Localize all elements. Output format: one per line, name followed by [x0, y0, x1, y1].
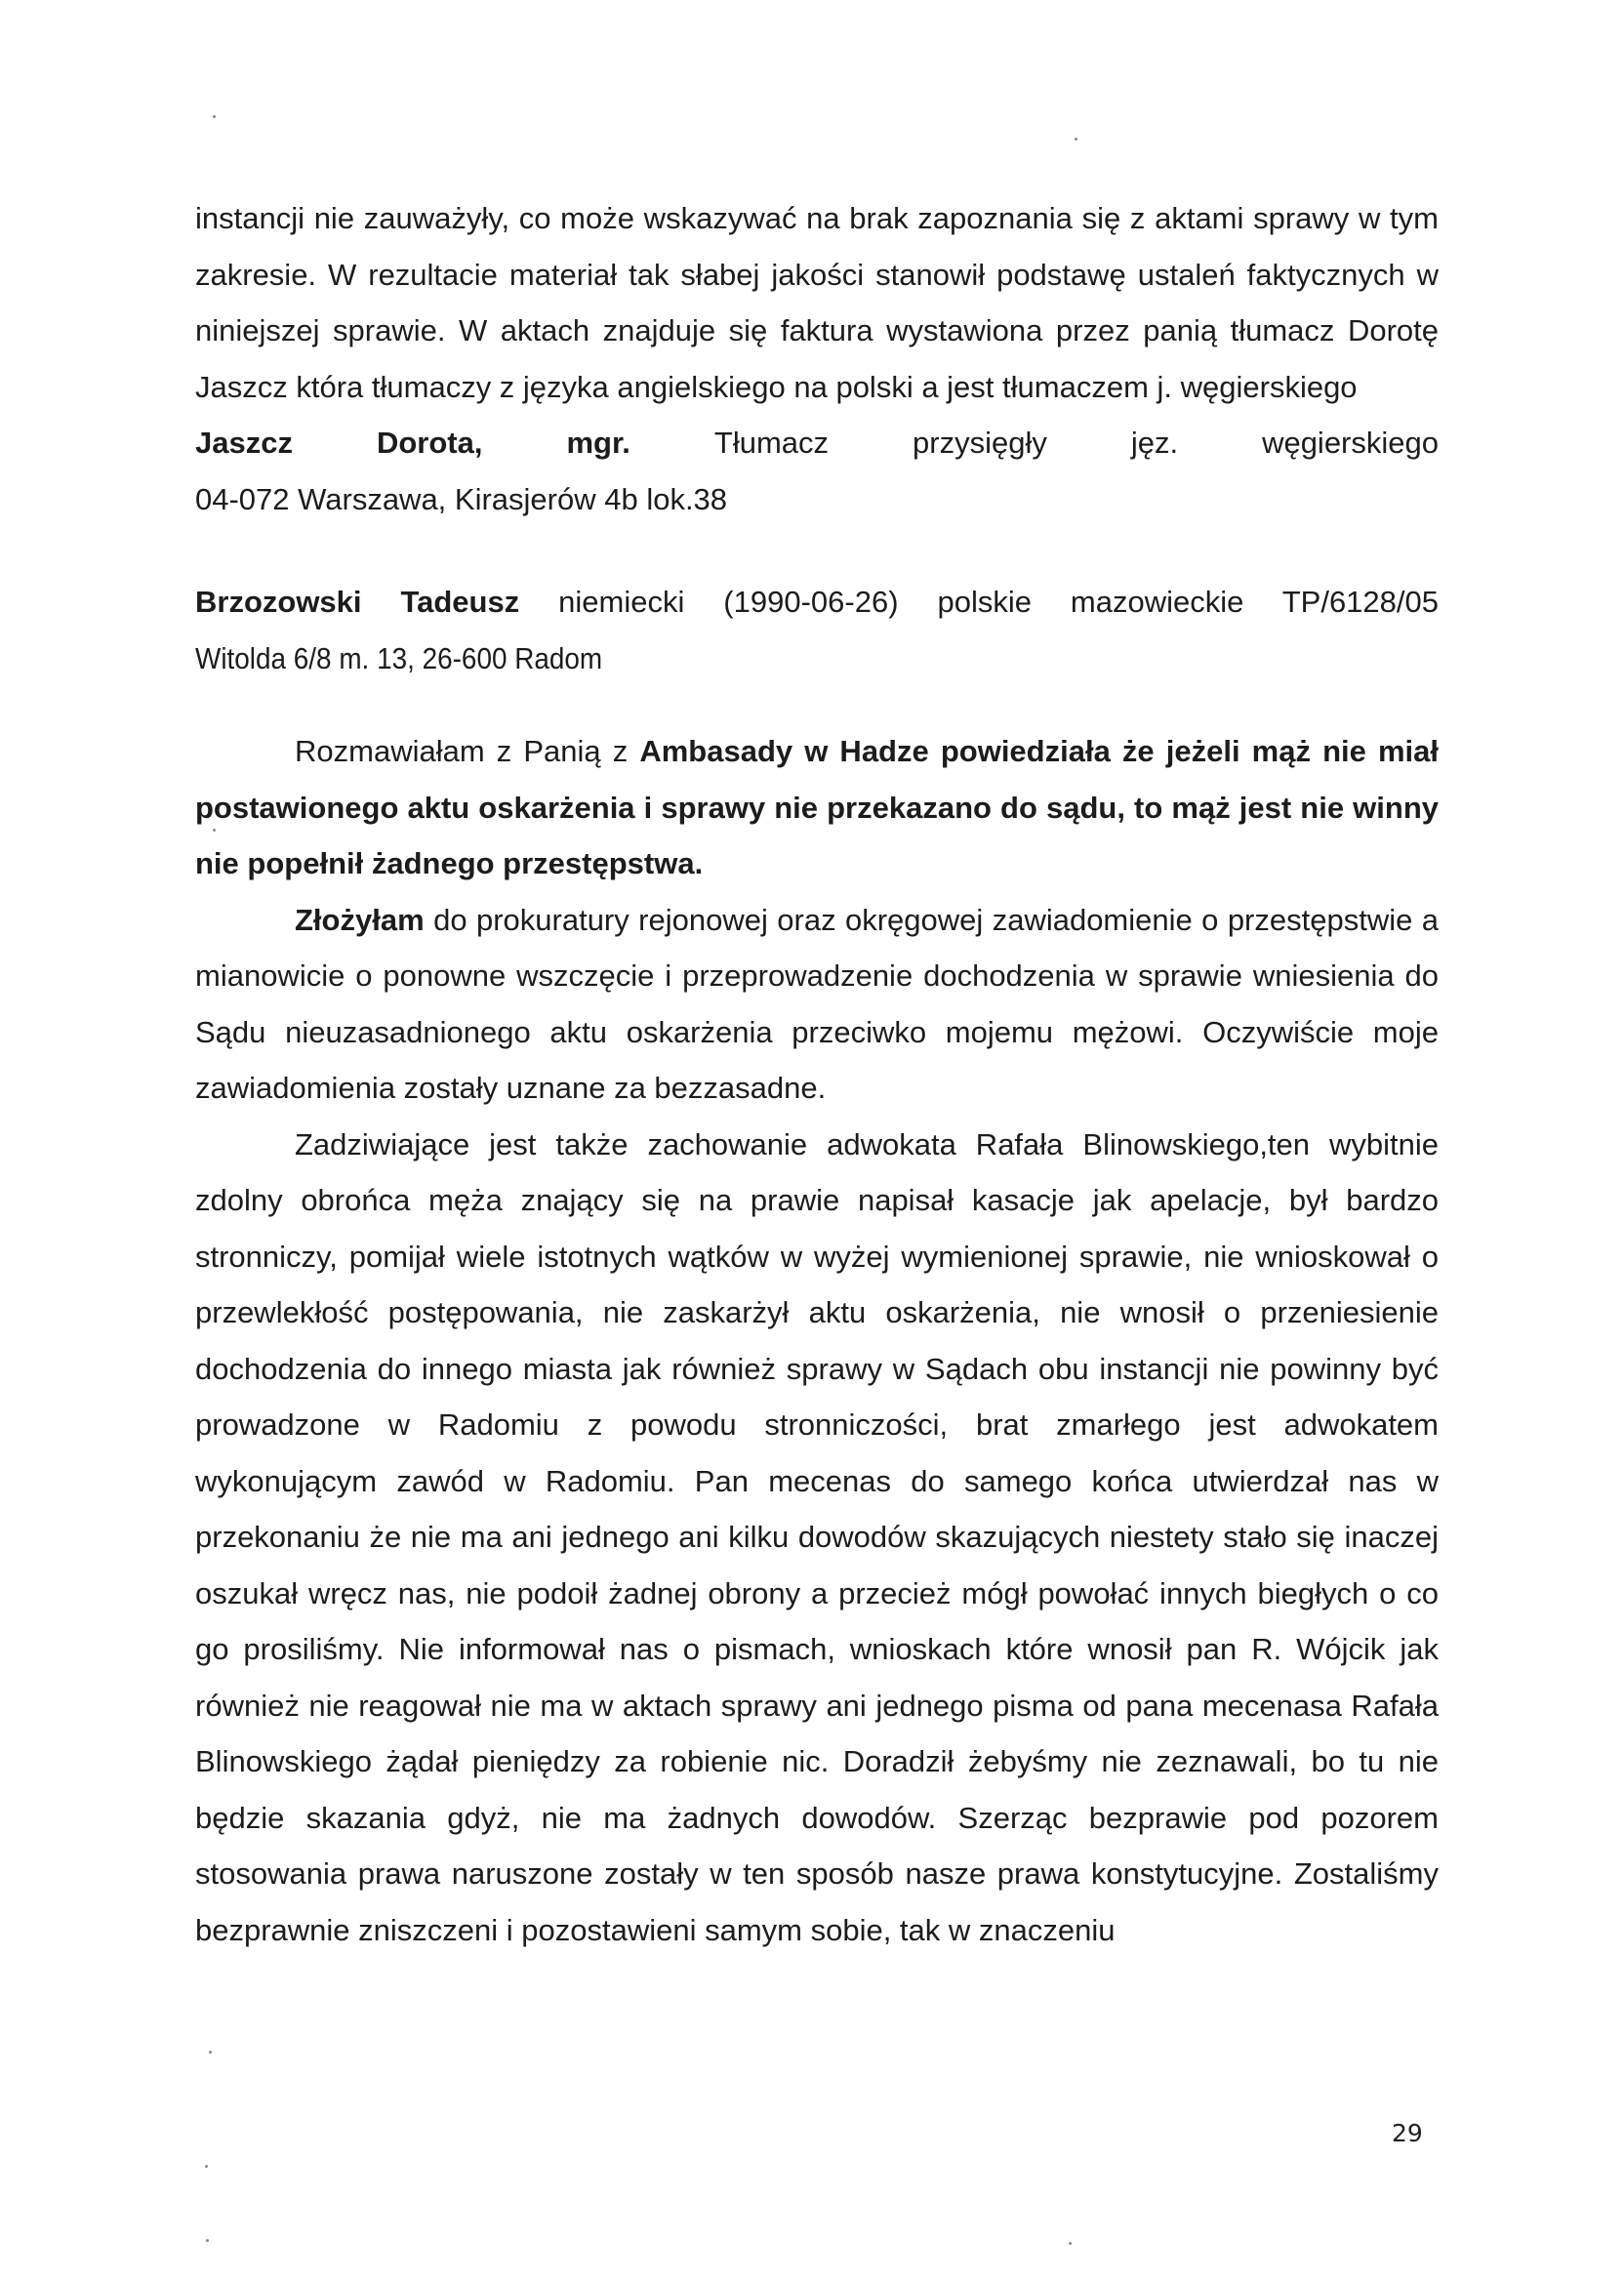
translator-role-word-2: przysięgły	[913, 426, 1047, 460]
scan-speck	[209, 2051, 212, 2054]
scan-speck	[1075, 138, 1077, 141]
expert-details: niemiecki (1990-06-26) polskie mazowieckie TP/6128/05	[558, 585, 1440, 619]
embassy-lead: Rozmawiałam z Panią z	[295, 734, 629, 768]
expert-entry	[195, 574, 1439, 631]
scan-speck	[213, 829, 216, 832]
translator-surname: Jaszcz	[195, 426, 293, 460]
translator-title: mgr.	[566, 426, 630, 460]
translator-address: 04-072 Warszawa, Kirasjerów 4b lok.38	[195, 481, 728, 516]
embassy-statement: Ambasady w Hadze powiedziała że jeżeli mąż nie miał postawionego aktu oskarżenia i sprawy nie przekazano do sądu, to mąż jest nie winny nie popełnił żadnego przestępstwa.	[195, 734, 1439, 880]
expert-address-line	[195, 631, 1439, 687]
paragraph-lawyer: Zadziwiające jest także zachowanie adwokata Rafała Blinowskiego,ten wybitnie zdolny obrońca męża znający się na prawie napisał kasacje jak apelacje, był bardzo stronniczy, pomijał wiele istotnych wątków w wyżej wymienionej sprawie, nie wnioskował o przewlekłość postępowania, nie zaskarżył aktu oskarżenia, nie wnosił o przeniesienie dochodzenia do innego miasta jak również sprawy w Sądach obu instancji nie powinny być prowadzone w Radomiu z powodu stronniczości, brat zmarłego jest adwokatem wykonującym zawód w Radomiu. Pan mecenas do samego końca utwierdzał nas w przekonaniu że nie ma ani jednego ani kilku dowodów skazujących niestety stało się inaczej oszukał wręcz nas, nie podoił żadnej obrony a przecież mógł powołać innych biegłych o co go prosiliśmy. Nie informował nas o pismach, wnioskach które wnosił pan R. Wójcik jak również nie reagował nie ma w aktach sprawy ani jednego pisma od pana mecenasa Rafała Blinowskiego żądał pieniędzy za robienie nic. Doradził żebyśmy nie zeznawali, bo tu nie będzie skazania gdyż, nie ma żadnych dowodów. Szerząc bezprawie pod pozorem stosowania prawa naruszone zostały w ten sposób nasze prawa konstytucyjne. Zostaliśmy bezprawnie zniszczeni i pozostawieni samym sobie, tak w znaczeniu	[195, 1126, 1439, 1947]
translator-role-word-4: węgierskiego	[1262, 426, 1439, 460]
translator-name-line	[195, 415, 1439, 471]
expert-address: Witolda 6/8 m. 13, 26-600 Radom	[195, 640, 603, 675]
page-number: 29	[1392, 2119, 1423, 2147]
scan-speck	[205, 2165, 208, 2168]
translator-role-word-3: jęz.	[1130, 426, 1179, 460]
paragraph-embassy	[195, 723, 1439, 892]
translator-role-word-1: Tłumacz	[713, 426, 830, 460]
scan-speck	[1069, 2242, 1072, 2245]
paragraph-intro: instancji nie zauważyły, co może wskazywać na brak zapoznania się z aktami sprawy w tym zakresie. W rezultacie materiał tak słabej jakości stanowił podstawę ustaleń faktycznych w niniejszej sprawie. W aktach znajduje się faktura wystawiona przez panią tłumacz Dorotę Jaszcz która tłumaczy z języka angielskiego na polski a jest tłumaczem j. węgierskiego	[195, 201, 1439, 404]
complaint-text: do prokuratury rejonowej oraz okręgowej zawiadomienie o przestępstwie a mianowicie o ponowne wszczęcie i przeprowadzenie dochodzenia w sprawie wniesienia do Sądu nieuzasadnionego aktu oskarżenia przeciwko mojemu mężowi. Oczywiście moje zawiadomienia zostały uznane za bezzasadne.	[195, 902, 1439, 1105]
expert-name: Brzozowski Tadeusz	[195, 585, 520, 619]
paragraph-complaint	[195, 892, 1439, 1117]
document-body	[195, 190, 1439, 1958]
scan-speck	[213, 115, 216, 118]
complaint-lead: Złożyłam	[295, 902, 425, 937]
translator-given-name: Dorota,	[376, 426, 483, 460]
scan-speck	[206, 2239, 209, 2242]
